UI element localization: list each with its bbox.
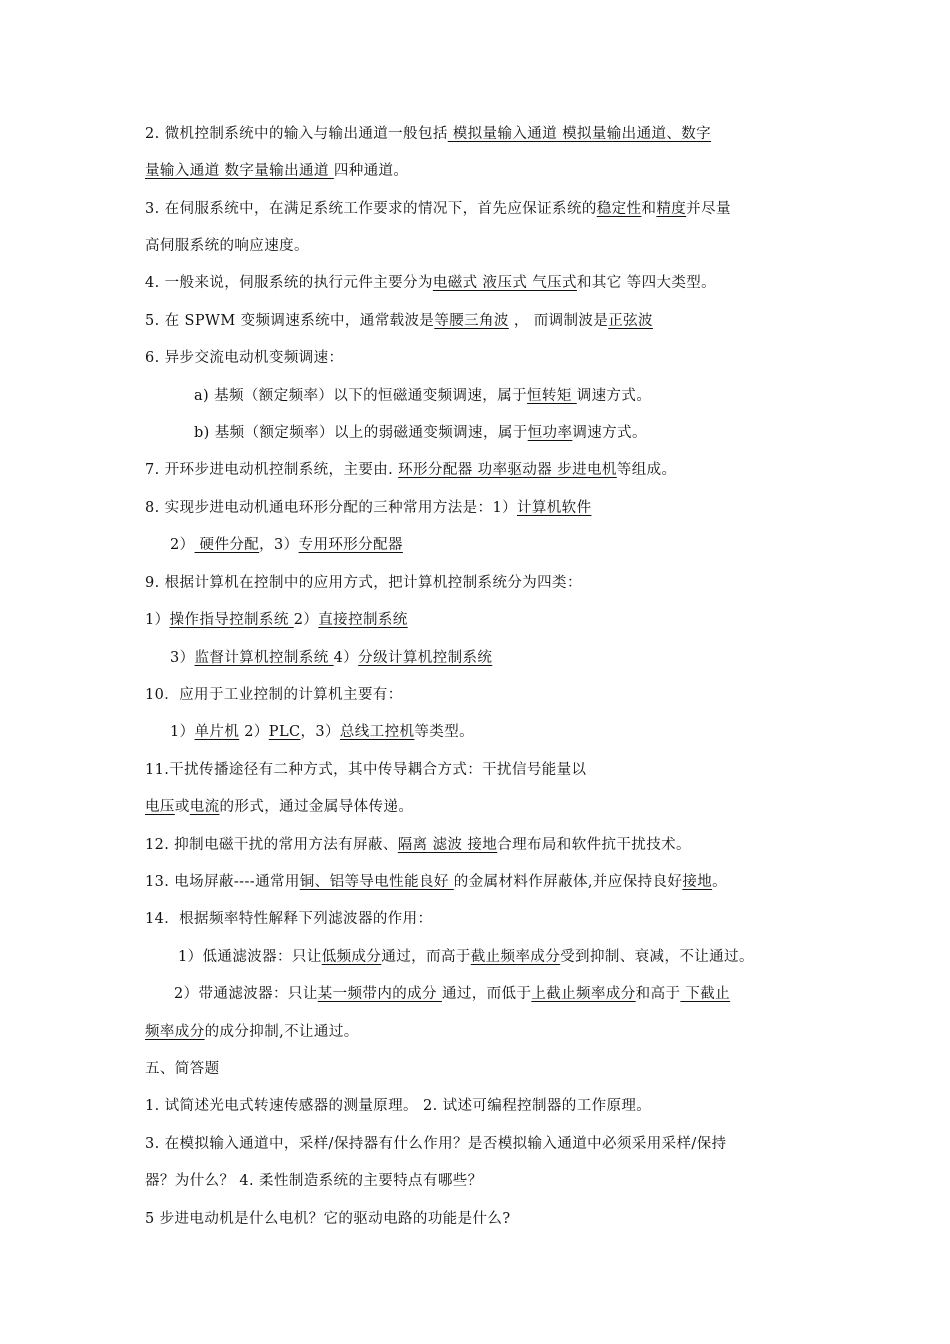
q11-answer-2: 电流 [189,799,220,815]
q12-answer: 隔离 滤波 接地 [397,837,498,853]
q11-text-end: 的形式，通过金属导体传递。 [219,799,414,815]
q9-title [145,573,582,593]
q8-num-3: ，3） [259,537,299,553]
q6-a-answer: 恒转矩 [527,388,577,404]
q14-answer-5: 下截止 [680,986,731,1002]
q11-text-or: 或 [174,799,190,815]
q9-answer-3: 监督计算机控制系统 [194,650,334,666]
q13-answer-1: 铜、铝等导电性能良好 [299,874,454,890]
q14-text-end-1: 受到抑制、衰减，不让通过。 [560,949,754,965]
q8-answer-1: 计算机软件 [516,500,592,516]
q2-line-1 [145,124,711,144]
q3-text-end: 并尽量 [686,201,731,217]
q3-answer-1: 稳定性 [596,201,642,217]
q3-line-2 [145,236,309,256]
q6-title [145,348,343,368]
q2-line-2 [145,161,408,181]
q5-answer-2: 正弦波 [608,313,653,329]
q13-text: 13. 电场屏蔽----通常用 [145,874,300,890]
q9-line-1 [145,610,408,630]
q5-line [145,311,653,331]
q6-b-answer: 恒功率 [527,425,573,441]
q6-b-end: 调速方式。 [572,425,647,441]
section5-q1-q2: 1. 试简述光电式转速传感器的测量原理。 2. 试述可编程控制器的工作原理。 [145,1098,652,1114]
q10-title [145,685,403,705]
q12-text-end: 合理布局和软件抗干扰技术。 [497,837,691,853]
q14-answer-1: 低频成分 [321,949,382,965]
q9-num-4: 4） [333,650,359,666]
q14-bandpass-text: 2）带通滤波器：只让 [174,986,318,1002]
q9-num-2: 2） [293,612,319,628]
q11-text: 11.干扰传播途径有二种方式，其中传导耦合方式：干扰信号能量以 [145,762,587,778]
q4-line [145,273,716,293]
section5-q3-q4: 器？为什么？ 4. 柔性制造系统的主要特点有哪些？ [145,1173,483,1189]
q9-num-1: 1） [145,612,170,628]
q12-line [145,835,691,855]
section5-title-text: 五、简答题 [145,1061,220,1077]
q13-text-mid: 的金属材料作屏蔽体,并应保持良好 [453,874,683,890]
q7-answer: 环形分配器 功率驱动器 步进电机 [398,462,617,478]
q10-num-3: ，3） [300,724,340,740]
section5-line-3 [145,1171,483,1191]
q8-num-2: 2） [170,537,195,553]
q14-line-3 [145,1022,359,1042]
q4-text-end: 和其它 等四大类型。 [576,275,717,291]
q6-title-text: 6. 异步交流电动机变频调速： [145,350,344,366]
q14-text-mid-2: 通过，而低于 [441,986,532,1002]
q6-b-text: b) 基频（额定频率）以上的弱磁通变频调速，属于 [194,425,528,441]
q8-line-2 [170,535,403,555]
q4-text: 4. 一般来说，伺服系统的执行元件主要分为 [145,275,433,291]
q4-answer: 电磁式 液压式 气压式 [432,275,577,291]
q3-line-1 [145,199,731,219]
q13-line [145,872,727,892]
q14-answer-3: 某一频带内的成分 [317,986,442,1002]
q9-num-3: 3） [170,650,195,666]
q10-num-2: 2） [239,724,269,740]
q6-item-a [194,386,651,406]
q10-text-end: 等类型。 [414,724,475,740]
q11-line-2 [145,797,413,817]
q9-answer-4: 分级计算机控制系统 [358,650,493,666]
q10-title-text: 10．应用于工业控制的计算机主要有： [145,687,403,703]
q8-text: 8. 实现步进电动机通电环形分配的三种常用方法是：1） [145,500,517,516]
q3-answer-2: 精度 [656,201,687,217]
q13-answer-2: 接地 [682,874,713,890]
q9-answer-2: 直接控制系统 [318,612,408,628]
q14-answer-5-cont: 频率成分 [145,1024,205,1040]
q14-text-mid-1: 通过，而高于 [381,949,471,965]
q3-text: 3. 在伺服系统中，在满足系统工作要求的情况下，首先应保证系统的 [145,201,597,217]
q5-text: 5. 在 SPWM 变频调速系统中，通常载波是 [145,313,435,329]
q8-line-1 [145,498,591,518]
q9-line-2 [170,648,492,668]
q9-title-text: 9. 根据计算机在控制中的应用方式，把计算机控制系统分为四类： [145,575,582,591]
section5-line-1 [145,1096,651,1116]
q8-answer-3: 专用环形分配器 [298,537,403,553]
q12-text: 12. 抑制电磁干扰的常用方法有屏蔽、 [145,837,398,853]
q11-answer-1: 电压 [145,799,175,815]
q14-answer-2: 截止频率成分 [470,949,561,965]
section5-line-4 [145,1209,511,1229]
section5-title [145,1059,220,1079]
q10-answer-2: PLC [268,724,301,740]
q14-text-mid-3: 和高于 [635,986,681,1002]
section5-q5: 5 步进电动机是什么电机？它的驱动电路的功能是什么? [145,1211,511,1227]
q3-text-cont: 高伺服系统的响应速度。 [145,238,309,254]
q14-text-end-2: 的成分抑制,不让通过。 [204,1024,359,1040]
q5-text-mid: ， 而调制波是 [508,313,609,329]
q2-answer: 模拟量输入通道 模拟量输出通道、数字 [447,126,712,142]
q10-num-1: 1） [170,724,195,740]
q14-title [145,909,432,929]
q14-lowpass-text: 1）低通滤波器：只让 [178,949,322,965]
q14-answer-4: 上截止频率成分 [531,986,636,1002]
q6-a-end: 调速方式。 [576,388,652,404]
q2-text: 2. 微机控制系统中的输入与输出通道一般包括 [145,126,448,142]
q11-line-1 [145,760,586,780]
q5-answer-1: 等腰三角波 [434,313,509,329]
q14-line-2 [174,984,730,1004]
q8-answer-2: 硬件分配 [194,537,260,553]
q6-a-text: a) 基频（额定频率）以下的恒磁通变频调速，属于 [194,388,528,404]
q6-item-b [194,423,647,443]
q14-title-text: 14．根据频率特性解释下列滤波器的作用： [145,911,433,927]
q2-answer-cont: 量输入通道 数字量输出通道 [145,163,334,179]
q10-line [170,722,474,742]
q14-line-1 [178,947,754,967]
q7-text: 7. 开环步进电动机控制系统，主要由. [145,462,399,478]
section5-line-2 [145,1134,727,1154]
q7-text-end: 等组成。 [616,462,677,478]
q10-answer-1: 单片机 [194,724,240,740]
section5-q3: 3. 在模拟输入通道中，采样/保持器有什么作用？是否模拟输入通道中必须采用采样/保持 [145,1136,727,1152]
q13-text-end: 。 [712,874,728,890]
q10-answer-3: 总线工控机 [339,724,415,740]
q7-line [145,460,676,480]
q2-text-end: 四种通道。 [333,163,409,179]
q3-text-and: 和 [641,201,657,217]
q9-answer-1: 操作指导控制系统 [169,612,294,628]
